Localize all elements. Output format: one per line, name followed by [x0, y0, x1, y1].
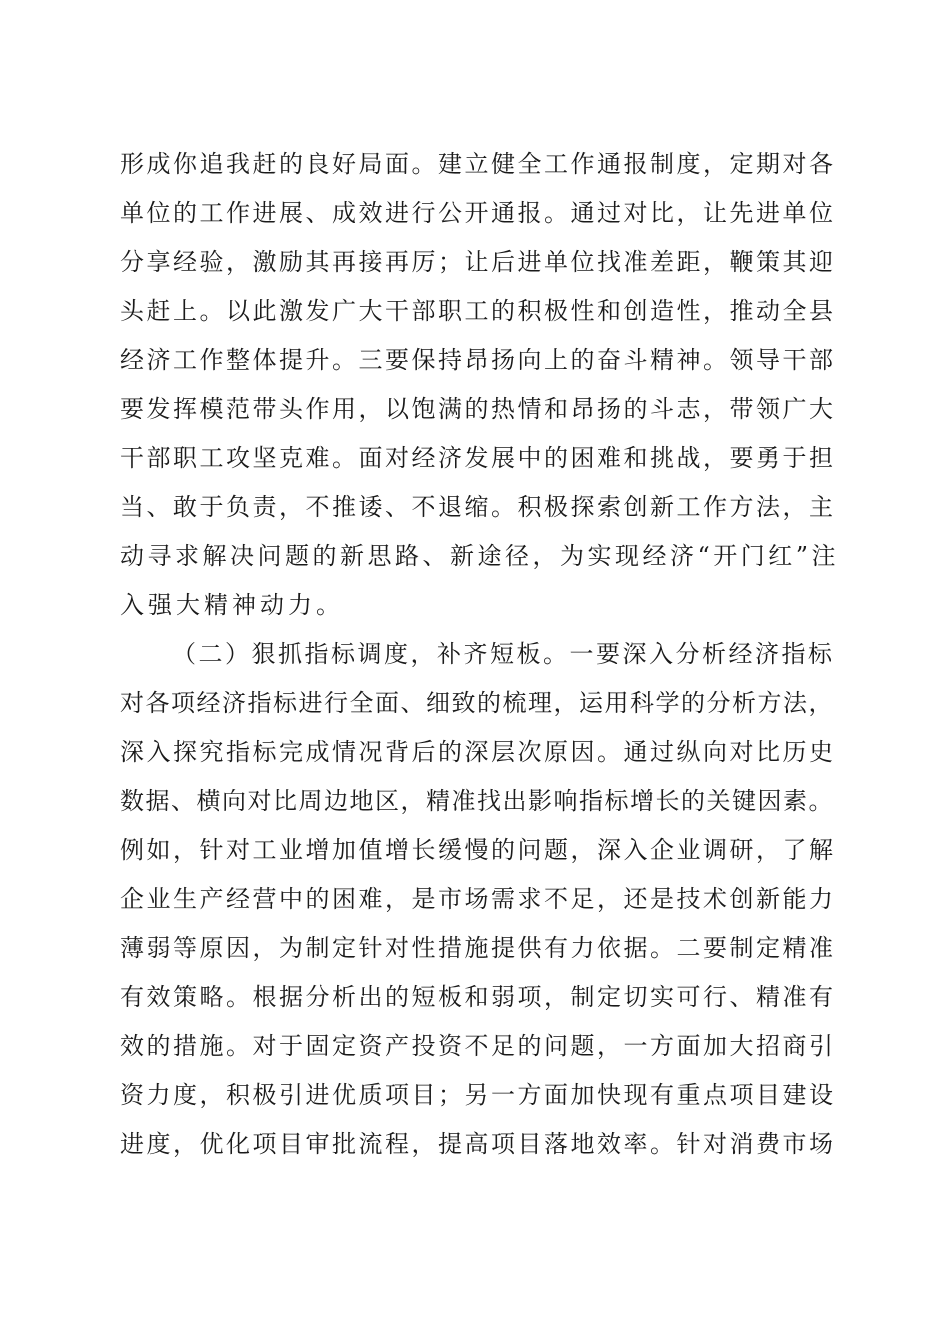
text-line: 资力度，积极引进优质项目；另一方面加快现有重点项目建设 — [120, 1081, 836, 1109]
text-line: 效的措施。对于固定资产投资不足的问题，一方面加大招商引 — [120, 1032, 836, 1060]
text-line: 例如，针对工业增加值增长缓慢的问题，深入企业调研，了解 — [120, 836, 836, 864]
section-heading-line: （二）狠抓指标调度，补齐短板。一要深入分析经济指标 — [172, 640, 835, 668]
text-line: 深入探究指标完成情况背后的深层次原因。通过纵向对比历史 — [120, 738, 836, 766]
text-line: 进度，优化项目审批流程，提高项目落地效率。针对消费市场 — [120, 1130, 836, 1158]
text-line: 分享经验，激励其再接再厉；让后进单位找准差距，鞭策其迎 — [120, 248, 836, 276]
text-line: 单位的工作进展、成效进行公开通报。通过对比，让先进单位 — [120, 199, 836, 227]
text-line: 对各项经济指标进行全面、细致的梳理，运用科学的分析方法， — [120, 689, 834, 717]
text-line: 干部职工攻坚克难。面对经济发展中的困难和挑战，要勇于担 — [120, 444, 836, 472]
text-line: 要发挥模范带头作用，以饱满的热情和昂扬的斗志，带领广大 — [120, 395, 836, 423]
text-line: 数据、横向对比周边地区，精准找出影响指标增长的关键因素。 — [120, 787, 834, 815]
text-line: 企业生产经营中的困难，是市场需求不足，还是技术创新能力 — [120, 885, 836, 913]
text-line: 当、敢于负责，不推诿、不退缩。积极探索创新工作方法，主 — [120, 493, 836, 521]
text-line: 头赶上。以此激发广大干部职工的积极性和创造性，推动全县 — [120, 297, 836, 325]
text-line: 形成你追我赶的良好局面。建立健全工作通报制度，定期对各 — [120, 150, 836, 178]
body-text — [120, 140, 840, 1169]
text-line: 经济工作整体提升。三要保持昂扬向上的奋斗精神。领导干部 — [120, 346, 836, 374]
text-line: 动寻求解决问题的新思路、新途径，为实现经济“开门红”注 — [120, 542, 840, 570]
text-line: 薄弱等原因，为制定针对性措施提供有力依据。二要制定精准 — [120, 934, 836, 962]
text-line: 入强大精神动力。 — [120, 591, 344, 619]
text-line: 有效策略。根据分析出的短板和弱项，制定切实可行、精准有 — [120, 983, 836, 1011]
